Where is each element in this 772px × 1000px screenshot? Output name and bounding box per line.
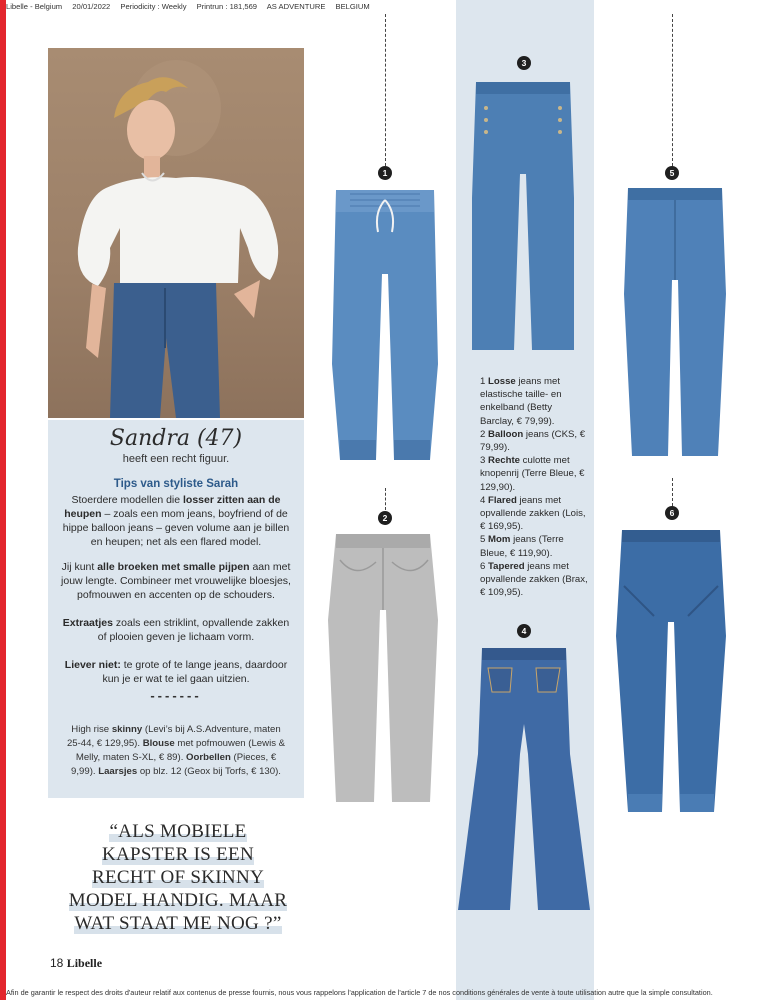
guide-line-2 xyxy=(385,488,386,510)
guide-line-1 xyxy=(385,14,386,166)
tip-paragraph-4: Liever niet: te grote of te lange jeans, daardoor kun je er wat te iel gaan uitzien. xyxy=(64,659,288,685)
badge-1: 1 xyxy=(378,166,392,180)
publication: Libelle - Belgium xyxy=(6,2,63,11)
badge-4: 4 xyxy=(517,624,531,638)
tip-paragraph-1: Stoerdere modellen die losser zitten aan de heupen – zoals een mom jeans, boyfriend of de hippe balloon jeans – geven volume aan je billen en heupen; net als een flared model. xyxy=(62,494,290,548)
copyright-footer: Afin de garantir le respect des droits d'auteur relatif aux contenus de presse fournis, nous vous rappelons l'application de l'article 7 de nos conditions générales de vente à toute utilisation autre que la simple consultation. xyxy=(6,988,713,997)
outfit-credits: High rise skinny (Levi’s bij A.S.Adventure, maten 25-44, € 129,95). Blouse met pofmouwen (Lewis & Melly, maten S-XL, € 89). Oorbellen (Pieces, € 9,99). Laarsjes op blz. 12 (Geox bij Torfs, € 130). xyxy=(66,724,286,777)
jeans-3-culotte xyxy=(470,78,580,354)
press-header xyxy=(6,2,378,11)
quote-line-1: “ALS MOBIELE xyxy=(109,821,247,842)
periodicity: Periodicity : Weekly xyxy=(120,2,187,11)
tip-paragraph-3: Extraatjes zoals een striklint, opvallende zakken of plooien geven je lichaam vorm. xyxy=(62,617,290,643)
jeans-4-flared xyxy=(452,644,600,914)
tip-paragraph-2: Jij kunt alle broeken met smalle pijpen aan met jouw lengte. Combineer met vrouwelijke bloesjes, pofmouwen en accenten op de schouders. xyxy=(61,561,291,601)
country: BELGIUM xyxy=(335,2,370,11)
person-subtitle: heeft een recht figuur. xyxy=(122,453,230,465)
product-descriptions xyxy=(480,375,588,599)
description-1: 1 Losse jeans met elastische taille- en enkelband (Betty Barclay, € 79,99). xyxy=(480,376,562,427)
pull-quote xyxy=(58,820,298,935)
page-folio xyxy=(50,956,102,971)
badge-3: 3 xyxy=(517,56,531,70)
badge-5: 5 xyxy=(665,166,679,180)
badge-2: 2 xyxy=(378,511,392,525)
printrun: Printrun : 181,569 xyxy=(196,2,258,11)
red-edge-bar xyxy=(0,0,6,1000)
page-number: 18 xyxy=(50,956,64,970)
jeans-6-tapered xyxy=(614,526,728,816)
profile-panel xyxy=(48,420,304,798)
badge-6: 6 xyxy=(665,506,679,520)
description-4: 4 Flared jeans met opvallende zakken (Lois, € 169,95). xyxy=(480,494,586,533)
model-photo xyxy=(48,48,304,418)
description-5: 5 Mom jeans (Terre Bleue, € 119,90). xyxy=(480,534,564,559)
divider: ------- xyxy=(150,688,202,703)
description-3: 3 Rechte culotte met knopenrij (Terre Bleue, € 129,90). xyxy=(480,455,585,493)
model-illustration xyxy=(48,48,304,418)
description-6: 6 Tapered jeans met opvallende zakken (Brax, € 109,95). xyxy=(480,560,588,599)
jeans-5-mom xyxy=(622,184,728,460)
magazine-logo: Libelle xyxy=(66,956,103,970)
jeans-2-balloon xyxy=(326,530,442,806)
quote-line-5: WAT STAAT ME NOG ?” xyxy=(74,913,282,934)
description-2: 2 Balloon jeans (CKS, € 79,99). xyxy=(480,428,586,454)
tips-title: Tips van styliste Sarah xyxy=(113,478,239,490)
quote-line-4: MODEL HANDIG. MAAR xyxy=(68,890,288,911)
issue-date: 20/01/2022 xyxy=(72,2,111,11)
section: AS ADVENTURE xyxy=(266,2,326,11)
guide-line-5 xyxy=(672,14,673,166)
quote-line-2: KAPSTER IS EEN xyxy=(102,844,254,865)
quote-line-3: RECHT OF SKINNY xyxy=(91,867,264,888)
guide-line-6 xyxy=(672,478,673,506)
jeans-1-loose xyxy=(330,184,440,466)
person-name: Sandra (47) xyxy=(109,426,243,451)
